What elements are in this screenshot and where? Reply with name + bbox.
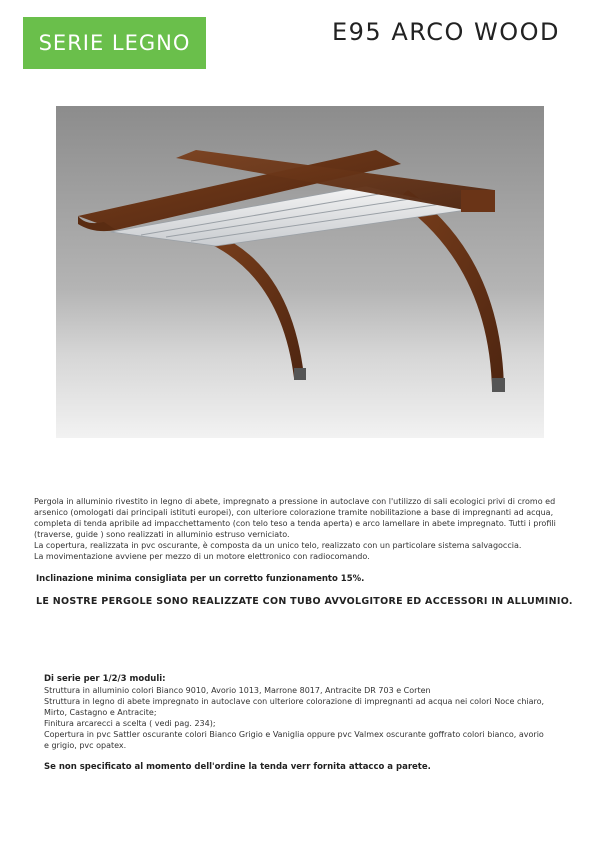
order-note: Se non specificato al momento dell'ordine la tenda verr fornita attacco a parete. bbox=[44, 762, 431, 772]
aluminium-note: LE NOSTRE PERGOLE SONO REALIZZATE CON TUBO AVVOLGITORE ED ACCESSORI IN ALLUMINIO. bbox=[36, 596, 573, 607]
right-foot bbox=[492, 378, 505, 392]
left-foot bbox=[294, 368, 306, 380]
feature-line: Copertura in pvc Sattler oscurante colori Bianco Grigio e Vaniglia oppure pvc Valmex oscurante goffrato colori bianco, avorio bbox=[44, 730, 544, 739]
product-title: E95 ARCO WOOD bbox=[332, 18, 560, 46]
standard-features bbox=[44, 674, 564, 751]
description-paragraph: Pergola in alluminio rivestito in legno di abete, impregnato a pressione in autoclave con l'utilizzo di sali ecologici privi di cromo ed arsenico (omologati dai principali istituti europei), con ulteriore colorazione tramite nobilitazione a base di impregnanti ad acqua, completa di tenda apribile ad impacchettamento (con telo teso a tenda aperta) e arco lamellare in abete impregnato. Tutti i profili (traverse, guide ) sono realizzati in alluminio estruso verniciato. bbox=[34, 497, 556, 539]
inclination-note: Inclinazione minima consigliata per un corretto funzionamento 15%. bbox=[36, 574, 365, 584]
feature-line: Struttura in legno di abete impregnato in autoclave con ulteriore colorazione di impregnanti ad acqua nei colori Noce chiaro, bbox=[44, 697, 545, 706]
feature-line: e grigio, pvc opatex. bbox=[44, 741, 127, 750]
feature-line: Finitura arcarecci a scelta ( vedi pag. 234); bbox=[44, 719, 216, 728]
description-paragraph: La copertura, realizzata in pvc oscurante, è composta da un unico telo, realizzato con un particolare sistema salvagoccia. bbox=[34, 541, 522, 550]
beam-end bbox=[461, 190, 495, 212]
series-badge: SERIE LEGNO bbox=[23, 17, 206, 69]
product-photo bbox=[56, 106, 544, 438]
pergola-illustration bbox=[56, 106, 544, 438]
product-description bbox=[34, 496, 568, 562]
description-paragraph: La movimentazione avviene per mezzo di un motore elettronico con radiocomando. bbox=[34, 552, 370, 561]
standard-features-heading: Di serie per 1/2/3 moduli: bbox=[44, 674, 166, 684]
feature-line: Struttura in alluminio colori Bianco 9010, Avorio 1013, Marrone 8017, Antracite DR 703 e Corten bbox=[44, 686, 431, 695]
feature-line: Mirto, Castagno e Antracite; bbox=[44, 708, 157, 717]
